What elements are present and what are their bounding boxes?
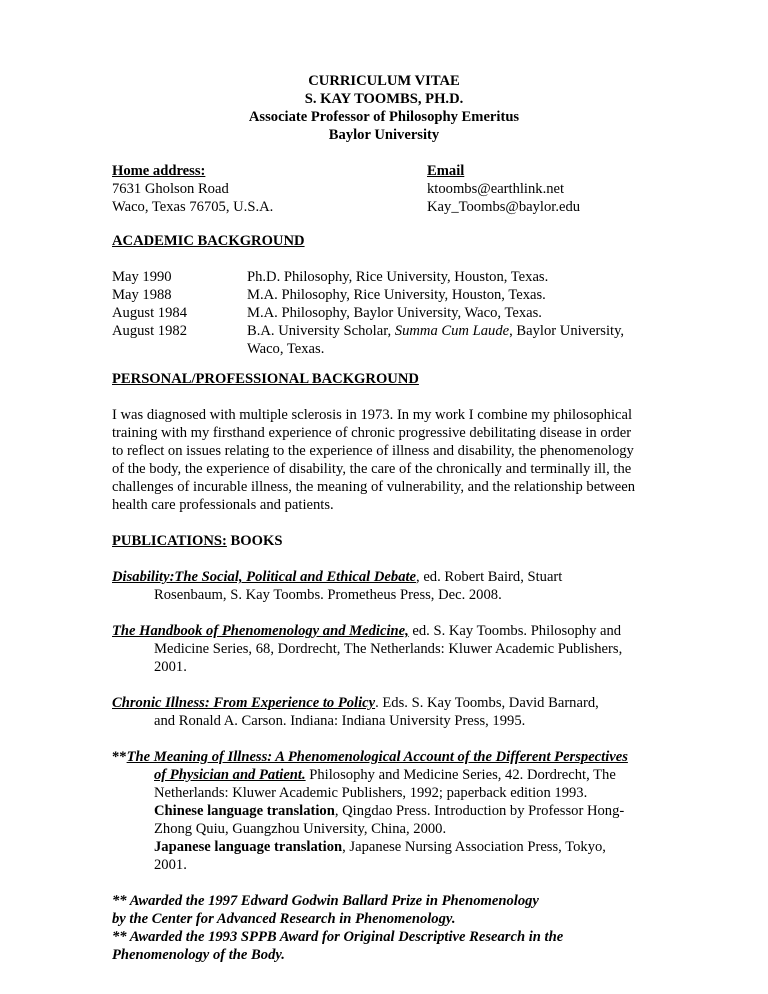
book-title-cont: of Physician and Patient. <box>154 767 306 783</box>
personal-paragraph: I was diagnosed with multiple sclerosis in 1973. In my work I combine my philosophical training with my firsthand experience of chronic progressive debilitating disease in order to reflect on issues relating to the experience of illness and disability, the phenomenology of the body, the experience of disability, the care of the chronically and terminally ill, the challenges of incurable illness, the meaning of vulnerability, and the relationship between health care professionals and patients. <box>112 407 636 513</box>
awards-note: ** Awarded the 1997 Edward Godwin Ballard Prize in Phenomenology by the Center for Advanced Research in Phenomenology. ** Awarded the 1993 SPPB Award for Original Descriptive Research in the Phenomenology of the Body. <box>112 893 564 963</box>
book-entry-3: Chronic Illness: From Experience to Policy. Eds. S. Kay Toombs, David Barnard, and Ronald A. Carson. Indiana: Indiana University Press, 1995. <box>112 695 599 729</box>
publications-heading: PUBLICATIONS: BOOKS <box>112 533 283 549</box>
academic-entry <box>112 322 652 358</box>
book-title: Disability:The Social, Political and Ethical Debate <box>112 569 417 585</box>
book-title: The Handbook of Phenomenology and Medicine, <box>112 623 409 639</box>
translation-label: Japanese language translation <box>154 839 343 855</box>
academic-degree: Ph.D. Philosophy, Rice University, Houston, Texas. <box>247 269 549 285</box>
home-address-label: Home address: <box>112 163 206 179</box>
book-title: The Meaning of Illness: A Phenomenological Account of the Different Perspectives <box>126 749 628 765</box>
book-entry-1: Disability:The Social, Political and Ethical Debate, ed. Robert Baird, Stuart Rosenbaum, S. Kay Toombs. Prometheus Press, Dec. 2008. <box>112 569 563 603</box>
academic-entry <box>112 268 652 286</box>
book-entry-2: The Handbook of Phenomenology and Medicine, ed. S. Kay Toombs. Philosophy and Medicine Series, 68, Dordrecht, The Netherlands: Kluwer Academic Publishers, 2001. <box>112 623 623 675</box>
academic-date: May 1990 <box>112 269 172 285</box>
academic-date: August 1984 <box>112 305 187 321</box>
author-name: S. KAY TOOMBS, PH.D. <box>304 91 464 107</box>
book-title: Chronic Illness: From Experience to Policy <box>112 695 376 711</box>
cv-title: CURRICULUM VITAE <box>308 73 460 89</box>
award-marker: ** <box>112 749 127 765</box>
email-address-2[interactable]: Kay_Toombs@baylor.edu <box>427 199 581 215</box>
book-entry-4: **The Meaning of Illness: A Phenomenological Account of the Different Perspectives of Physician and Patient. Philosophy and Medicine Series, 42. Dordrecht, The Netherlands: Kluwer Academic Publishers, 1992; paperback edition 1993. Chinese language translation, Qingdao Press. Introduction by Professor Hong- Zhong Quiu, Guangzhou University, China, 2000. Japanese language translation, Japanese Nursing Association Press, Tokyo, 2001. <box>112 749 628 873</box>
academic-heading: ACADEMIC BACKGROUND <box>112 233 305 249</box>
honors-text: Summa Cum Laude <box>394 323 510 339</box>
academic-date: May 1988 <box>112 287 172 303</box>
author-institution: Baylor University <box>328 127 440 143</box>
author-position: Associate Professor of Philosophy Emeritus <box>248 109 520 125</box>
personal-heading: PERSONAL/PROFESSIONAL BACKGROUND <box>112 371 419 387</box>
translation-label: Chinese language translation <box>154 803 335 819</box>
home-address-block <box>112 162 273 216</box>
academic-entry <box>112 286 652 304</box>
email-block <box>427 162 580 216</box>
academic-entry <box>112 304 652 322</box>
academic-degree: M.A. Philosophy, Baylor University, Waco, Texas. <box>247 305 542 321</box>
home-address-line2: Waco, Texas 76705, U.S.A. <box>112 199 274 215</box>
academic-degree: M.A. Philosophy, Rice University, Houston, Texas. <box>247 287 546 303</box>
email-label: Email <box>427 163 465 179</box>
academic-degree: B.A. University Scholar, Summa Cum Laude, Baylor University, Waco, Texas. <box>247 323 625 357</box>
home-address-line1: 7631 Gholson Road <box>112 181 229 197</box>
academic-date: August 1982 <box>112 323 187 339</box>
email-address-1[interactable]: ktoombs@earthlink.net <box>427 181 565 197</box>
academic-list <box>112 268 652 358</box>
